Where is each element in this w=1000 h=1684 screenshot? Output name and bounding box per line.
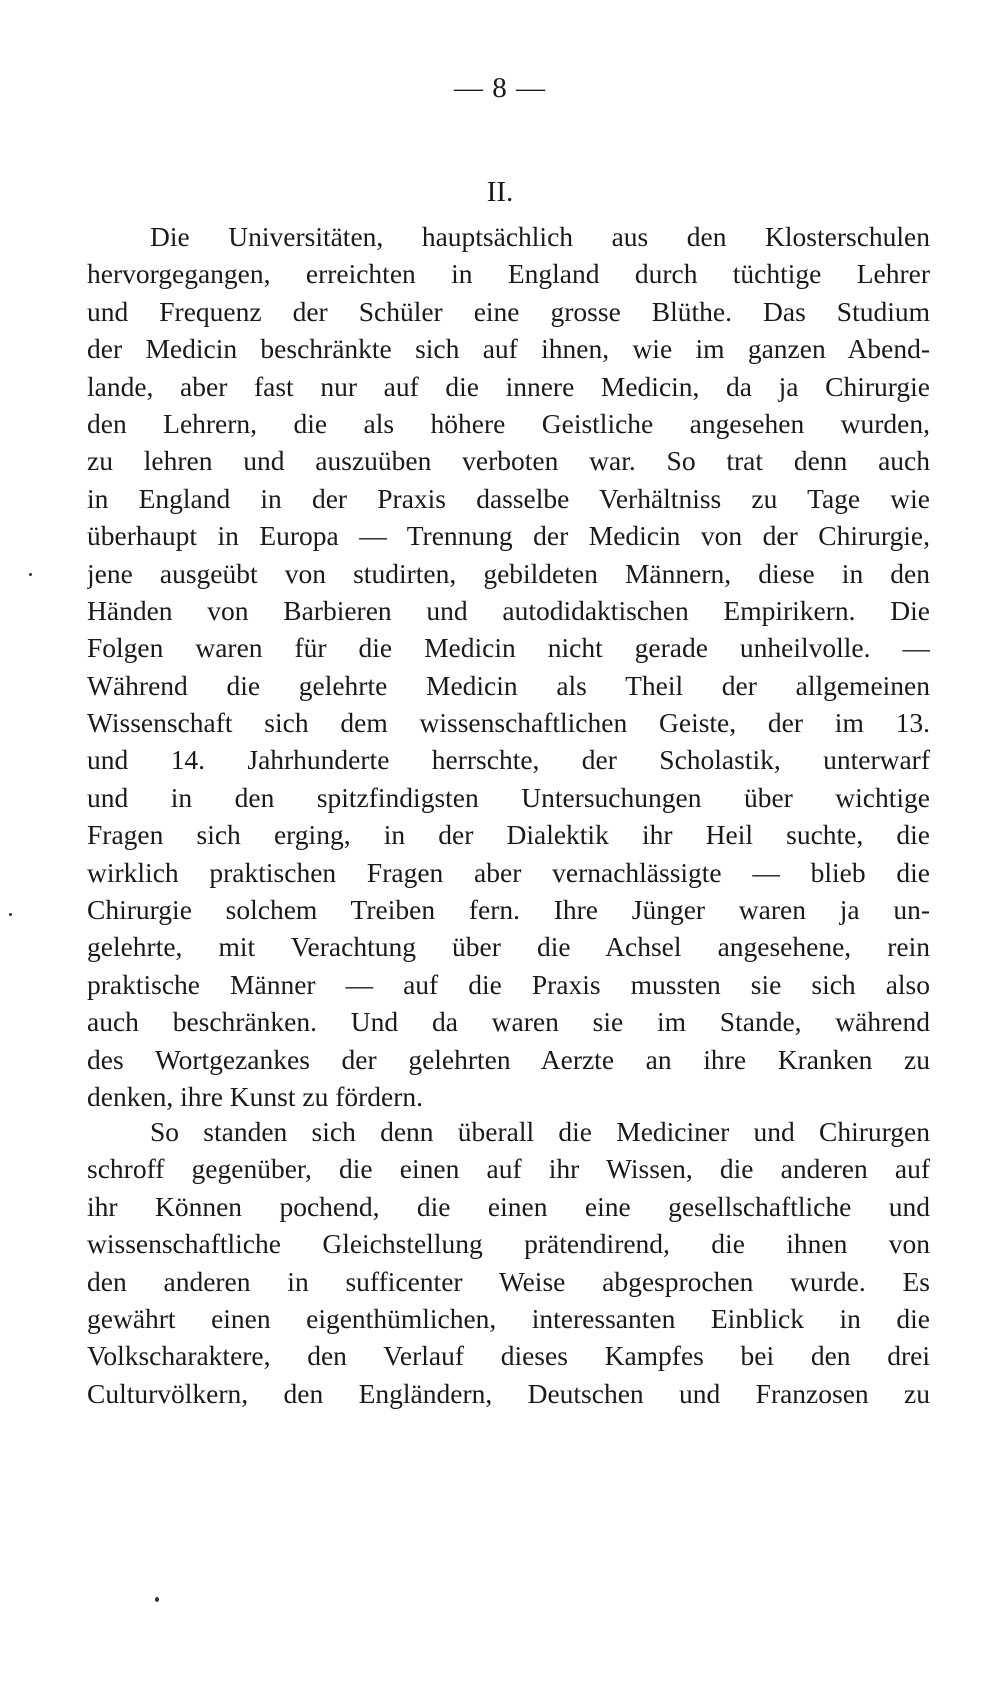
scan-speck [9, 913, 12, 916]
text-line: wirklich praktischen Fragen aber vernachlässigte — blieb die [87, 856, 930, 888]
text-line: denken, ihre Kunst zu fördern. [87, 1080, 424, 1112]
scan-speck [29, 573, 32, 576]
text-line: Wissenschaft sich dem wissenschaftlichen Geiste, der im 13. [87, 707, 930, 739]
text-line: und 14. Jahrhunderte herrschte, der Scholastik, unterwarf [87, 744, 930, 776]
text-line: Während die gelehrte Medicin als Theil der allgemeinen [87, 669, 930, 701]
text-line: praktische Männer — auf die Praxis mussten sie sich also [87, 968, 930, 1000]
text-line: der Medicin beschränkte sich auf ihnen, wie im ganzen Abend- [87, 333, 930, 365]
text-line: und Frequenz der Schüler eine grosse Blüthe. Das Studium [87, 295, 930, 327]
text-line: Volkscharaktere, den Verlauf dieses Kampfes bei den drei [87, 1340, 930, 1372]
text-line: So standen sich denn überall die Mediciner und Chirurgen [150, 1116, 930, 1147]
text-line: Culturvölkern, den Engländern, Deutschen und Franzosen zu [87, 1377, 930, 1409]
text-line: gelehrte, mit Verachtung über die Achsel angesehene, rein [87, 931, 930, 963]
text-line: und in den spitzfindigsten Untersuchungen über wichtige [87, 781, 930, 813]
text-line: des Wortgezankes der gelehrten Aerzte an ihre Kranken zu [87, 1043, 930, 1075]
paragraph-1 [87, 218, 930, 1115]
scan-speck [155, 1597, 159, 1602]
text-line: auch beschränken. Und da waren sie im Stande, während [87, 1006, 930, 1038]
text-line: Folgen waren für die Medicin nicht gerade unheilvolle. — [87, 632, 930, 664]
text-line: jene ausgeübt von studirten, gebildeten Männern, diese in den [87, 557, 930, 589]
text-line: schroff gegenüber, die einen auf ihr Wissen, die anderen auf [87, 1153, 930, 1185]
text-line: ihr Können pochend, die einen eine gesellschaftliche und [87, 1190, 930, 1222]
text-line: zu lehren und auszuüben verboten war. So trat denn auch [87, 445, 930, 477]
text-line: Die Universitäten, hauptsächlich aus den Klosterschulen [150, 221, 930, 252]
text-line: den Lehrern, die als höhere Geistliche angesehen wurden, [87, 407, 930, 439]
paragraph-2 [87, 1113, 930, 1412]
text-line: überhaupt in Europa — Trennung der Medicin von der Chirurgie, [87, 520, 930, 552]
page-number: — 8 — [454, 72, 546, 104]
text-line: hervorgegangen, erreichten in England durch tüchtige Lehrer [87, 258, 930, 290]
text-line: den anderen in sufficenter Weise abgesprochen wurde. Es [87, 1265, 930, 1297]
text-line: wissenschaftliche Gleichstellung prätendirend, die ihnen von [87, 1228, 930, 1260]
text-line: lande, aber fast nur auf die innere Medicin, da ja Chirurgie [87, 370, 930, 402]
text-line: Chirurgie solchem Treiben fern. Ihre Jünger waren ja un- [87, 894, 930, 926]
text-line: gewährt einen eigenthümlichen, interessanten Einblick in die [87, 1302, 930, 1334]
section-heading: II. [486, 176, 514, 208]
text-line: in England in der Praxis dasselbe Verhältniss zu Tage wie [87, 482, 930, 514]
text-line: Händen von Barbieren und autodidaktischen Empirikern. Die [87, 594, 930, 626]
text-line: Fragen sich erging, in der Dialektik ihr Heil suchte, die [87, 819, 930, 851]
